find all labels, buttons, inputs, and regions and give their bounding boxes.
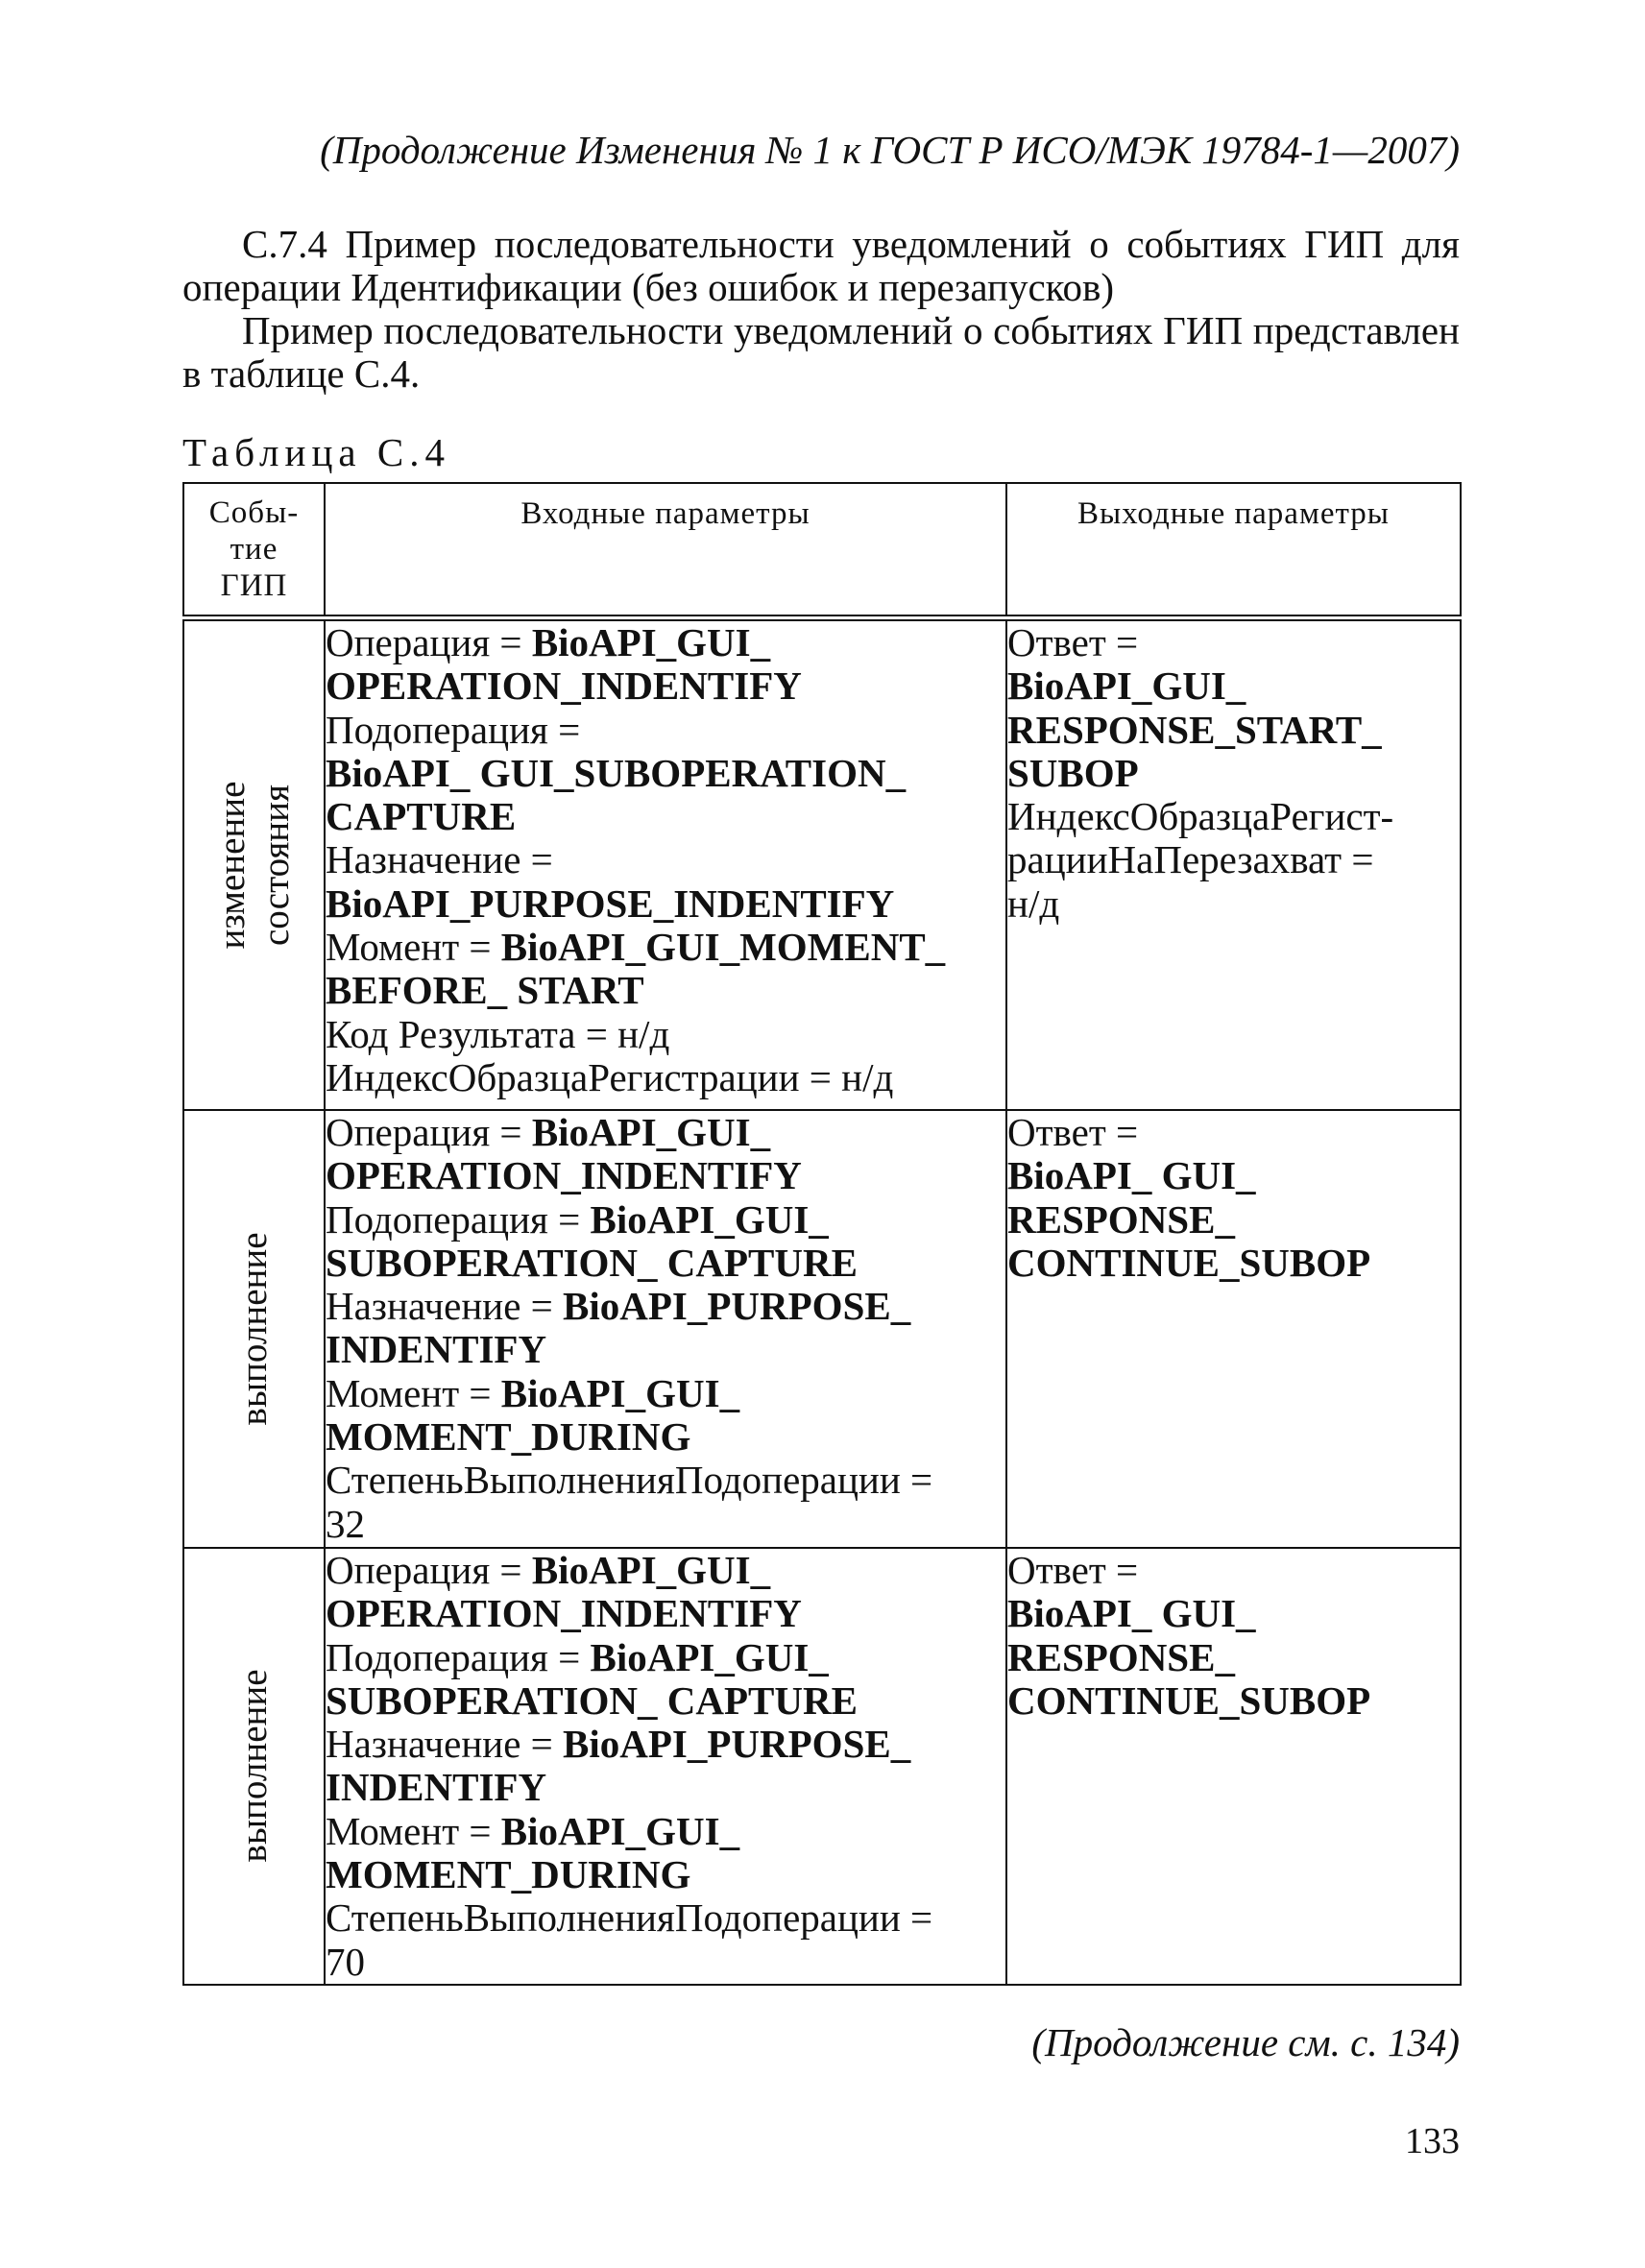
event-label-line: состояния — [254, 784, 297, 947]
param-line — [1007, 709, 1460, 752]
param-text: Ответ = — [1007, 620, 1139, 664]
table-row — [183, 618, 1461, 1111]
event-label-line: выполнение — [232, 1669, 275, 1864]
param-line — [326, 1679, 1005, 1723]
header-outputs-label: Выходные параметры — [1077, 496, 1390, 531]
header-event-line: Собы- — [208, 495, 300, 530]
param-value: SUBOPERATION_ CAPTURE — [326, 1240, 858, 1285]
param-text: СтепеньВыполненияПодоперации = — [326, 1895, 933, 1941]
param-line — [1007, 664, 1460, 708]
param-value: BioAPI_GUI_ — [1007, 664, 1246, 709]
table-row — [183, 1110, 1461, 1548]
param-line — [326, 709, 1005, 752]
table-header-row — [183, 483, 1461, 618]
event-label-line: выполнение — [232, 1232, 275, 1426]
param-text: Момент = — [326, 1370, 501, 1415]
param-value: BioAPI_ GUI_ — [1007, 1153, 1256, 1198]
param-line — [1007, 1198, 1460, 1242]
running-header: (Продолжение Изменения № 1 к ГОСТ Р ИСО/МЭК 19784-1—2007) — [320, 128, 1460, 172]
param-value: BioAPI_GUI_ — [500, 1370, 740, 1415]
param-line — [326, 621, 1005, 664]
param-text: Назначение = — [326, 1722, 564, 1767]
param-line — [326, 795, 1005, 838]
param-line — [326, 1549, 1005, 1592]
param-text: Подоперация = — [326, 1196, 591, 1242]
output-params-cell — [1006, 1548, 1461, 1985]
param-value: BEFORE_ START — [326, 968, 644, 1013]
continuation-note: (Продолжение см. с. 134) — [1031, 2020, 1460, 2064]
param-line — [326, 664, 1005, 708]
param-text: СтепеньВыполненияПодоперации = — [326, 1458, 933, 1503]
param-text: рацииНаПерезахват = — [1007, 837, 1374, 882]
param-line — [1007, 1679, 1460, 1723]
param-line — [326, 1503, 1005, 1546]
param-value: INDENTIFY — [326, 1327, 547, 1372]
param-line — [326, 1766, 1005, 1809]
param-line — [326, 1013, 1005, 1056]
param-text: Операция = — [326, 620, 532, 664]
event-label — [210, 782, 299, 950]
param-text: 32 — [326, 1501, 365, 1546]
param-text: Подоперация = — [326, 1634, 591, 1679]
param-line — [326, 926, 1005, 969]
param-line — [1007, 1549, 1460, 1592]
param-value: CAPTURE — [326, 794, 517, 839]
param-value: BioAPI_PURPOSE_INDENTIFY — [326, 881, 895, 926]
header-outputs — [1006, 483, 1461, 618]
param-value: BioAPI_PURPOSE_ — [563, 1284, 911, 1329]
input-params-cell — [325, 1110, 1006, 1548]
param-line — [1007, 838, 1460, 881]
param-line — [1007, 1636, 1460, 1679]
param-value: BioAPI_GUI_ — [500, 1808, 740, 1853]
param-line — [326, 1056, 1005, 1099]
param-line — [326, 1415, 1005, 1459]
event-cell — [183, 618, 325, 1111]
param-text: Операция = — [326, 1110, 532, 1154]
param-line — [1007, 882, 1460, 926]
output-params-cell — [1006, 618, 1461, 1111]
param-line — [1007, 1592, 1460, 1635]
param-line — [326, 1853, 1005, 1896]
param-text: Момент = — [326, 925, 501, 970]
event-cell — [183, 1110, 325, 1548]
param-line — [1007, 1154, 1460, 1197]
param-value: BioAPI_ GUI_SUBOPERATION_ — [326, 750, 907, 795]
header-inputs — [325, 483, 1006, 618]
param-text: 70 — [326, 1939, 365, 1984]
param-text: ИндексОбразцаРегистрации = н/д — [326, 1054, 894, 1099]
param-line — [1007, 1242, 1460, 1285]
param-line — [326, 1459, 1005, 1502]
input-params-cell — [325, 1548, 1006, 1985]
param-line — [326, 969, 1005, 1012]
param-text: Назначение = — [326, 837, 553, 882]
param-text: Момент = — [326, 1808, 501, 1853]
param-text: Операция = — [326, 1548, 532, 1592]
param-value: OPERATION_INDENTIFY — [326, 1153, 802, 1198]
param-value: RESPONSE_START_ — [1007, 707, 1382, 752]
header-inputs-label: Входные параметры — [520, 496, 810, 531]
param-value: CONTINUE_SUBOP — [1007, 1240, 1371, 1285]
param-value: BioAPI_GUI_ — [531, 1110, 771, 1154]
param-value: MOMENT_DURING — [326, 1852, 691, 1897]
param-value: CONTINUE_SUBOP — [1007, 1677, 1371, 1723]
param-line — [326, 1636, 1005, 1679]
param-value: BioAPI_PURPOSE_ — [563, 1722, 911, 1767]
param-line — [326, 1372, 1005, 1415]
param-value: OPERATION_INDENTIFY — [326, 664, 802, 709]
param-line — [326, 1285, 1005, 1328]
section-paragraph: C.7.4 Пример последовательности уведомлений о событиях ГИП для операции Идентификации (без ошибок и перезапусков) — [182, 222, 1460, 309]
param-value: SUBOPERATION_ CAPTURE — [326, 1677, 858, 1723]
param-text: ИндексОбразцаРегист- — [1007, 794, 1394, 839]
param-text: Ответ = — [1007, 1548, 1139, 1592]
param-line — [326, 838, 1005, 881]
param-value: OPERATION_INDENTIFY — [326, 1591, 802, 1636]
param-value: BioAPI_GUI_ — [590, 1196, 829, 1242]
param-line — [326, 752, 1005, 795]
intro-paragraph: Пример последовательности уведомлений о событиях ГИП представлен в таблице C.4. — [182, 308, 1460, 396]
event-label-line: изменение — [210, 781, 253, 950]
param-value: RESPONSE_ — [1007, 1634, 1235, 1679]
param-line — [326, 1810, 1005, 1853]
param-line — [1007, 1111, 1460, 1154]
param-line — [326, 1896, 1005, 1940]
param-value: BioAPI_GUI_ — [590, 1634, 829, 1679]
header-event-line: тие — [230, 532, 278, 567]
param-value: INDENTIFY — [326, 1765, 547, 1810]
events-table — [182, 482, 1462, 1986]
header-event — [183, 483, 325, 618]
event-label — [232, 1232, 277, 1425]
param-value: SUBOP — [1007, 750, 1139, 795]
event-cell — [183, 1548, 325, 1985]
input-params-cell — [325, 618, 1006, 1111]
param-line — [326, 1723, 1005, 1766]
param-line — [326, 1242, 1005, 1285]
param-value: BioAPI_ GUI_ — [1007, 1591, 1256, 1636]
param-line — [1007, 795, 1460, 838]
param-text: Назначение = — [326, 1284, 564, 1329]
output-params-cell — [1006, 1110, 1461, 1548]
param-line — [326, 1328, 1005, 1371]
param-line — [326, 882, 1005, 926]
header-event-line: ГИП — [220, 568, 288, 603]
param-text: н/д — [1007, 881, 1060, 926]
param-value: BioAPI_GUI_MOMENT_ — [500, 925, 946, 970]
param-line — [326, 1111, 1005, 1154]
param-value: MOMENT_DURING — [326, 1414, 691, 1460]
param-text: Подоперация = — [326, 707, 581, 752]
page-number: 133 — [1405, 2121, 1460, 2161]
param-line — [1007, 621, 1460, 664]
param-line — [326, 1592, 1005, 1635]
param-line — [1007, 752, 1460, 795]
param-text: Код Результата = н/д — [326, 1011, 670, 1056]
param-value: RESPONSE_ — [1007, 1196, 1235, 1242]
param-value: BioAPI_GUI_ — [531, 620, 771, 664]
event-label — [232, 1670, 277, 1863]
param-line — [326, 1941, 1005, 1984]
table-caption: Таблица C.4 — [182, 430, 450, 474]
param-line — [326, 1154, 1005, 1197]
param-line — [326, 1198, 1005, 1242]
param-text: Ответ = — [1007, 1110, 1139, 1154]
table-row — [183, 1548, 1461, 1985]
param-value: BioAPI_GUI_ — [531, 1548, 771, 1592]
